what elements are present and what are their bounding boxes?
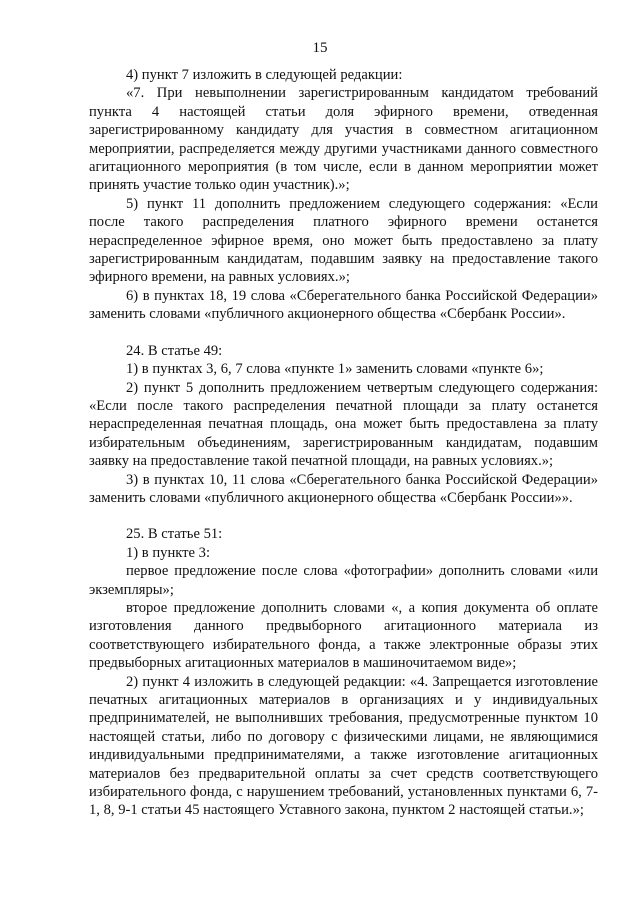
paragraph: второе предложение дополнить словами «, а копия документа об оплате изготовления данного предвыборного агитационного материала из соответствующего избирательного фонда, а также электронные образы этих предвыборных агитационных материалов в машиночитаемом виде»;	[89, 599, 598, 672]
document-body	[89, 66, 598, 820]
paragraph: 25. В статье 51:	[126, 526, 223, 543]
paragraph: 2) пункт 4 изложить в следующей редакции: «4. Запрещается изготовление печатных агитационных материалов в организациях и у индивидуальных предпринимателей, не выполнивших требования, предусмотренные пунктом 10 настоящей статьи, либо по договору с физическими лицами, не являющимися индивидуальными предпринимателями, а также изготовление агитационных материалов без предварительной оплаты за счет средств соответствующего избирательного фонда, с нарушением требований, установленных пунктами 6, 7-1, 8, 9-1 статьи 45 настоящего Уставного закона, пунктом 2 настоящей статьи.»;	[89, 673, 598, 819]
paragraph: «7. При невыполнении зарегистрированным кандидатом требований пункта 4 настоящей статьи доля эфирного времени, отведенная зарегистрированному кандидату для участия в совместном агитационном мероприятии, распределяется между другими участниками данного совместного агитационного мероприятия (в том числе, если в данном мероприятии может принять участие только один участник).»;	[89, 85, 598, 194]
paragraph: 1) в пункте 3:	[126, 544, 211, 561]
paragraph: 1) в пунктах 3, 6, 7 слова «пункте 1» заменить словами «пункте 6»;	[126, 361, 544, 378]
page-number: 15	[312, 40, 328, 56]
paragraph: 5) пункт 11 дополнить предложением следующего содержания: «Если после такого распределения платного эфирного времени останется нераспределенное эфирное время, оно может быть предоставлено за плату зарегистрированным кандидатам, подавшим заявку на предоставление такого эфирного времени, на равных условиях.»;	[89, 195, 598, 286]
paragraph: 24. В статье 49:	[126, 342, 223, 359]
section-gap	[89, 507, 598, 525]
paragraph: 4) пункт 7 изложить в следующей редакции:	[126, 67, 403, 83]
paragraph: 2) пункт 5 дополнить предложением четвертым следующего содержания: «Если после такого распределения печатной площади за плату останется нераспределенная печатная площадь, она может быть предоставлена за плату избирательным объединениям, зарегистрированным кандидатам, подавшим заявку на предоставление такой печатной площади, на равных условиях.»;	[89, 379, 598, 470]
paragraph: 6) в пунктах 18, 19 слова «Сберегательного банка Российской Федерации» заменить словами «публичного акционерного общества «Сбербанк России».	[89, 287, 598, 323]
paragraph: 3) в пунктах 10, 11 слова «Сберегательного банка Российской Федерации» заменить словами «публичного акционерного общества «Сбербанк России»».	[89, 471, 598, 506]
paragraph: первое предложение после слова «фотографии» дополнить словами «или экземпляры»;	[89, 563, 598, 598]
section-gap	[89, 324, 598, 342]
